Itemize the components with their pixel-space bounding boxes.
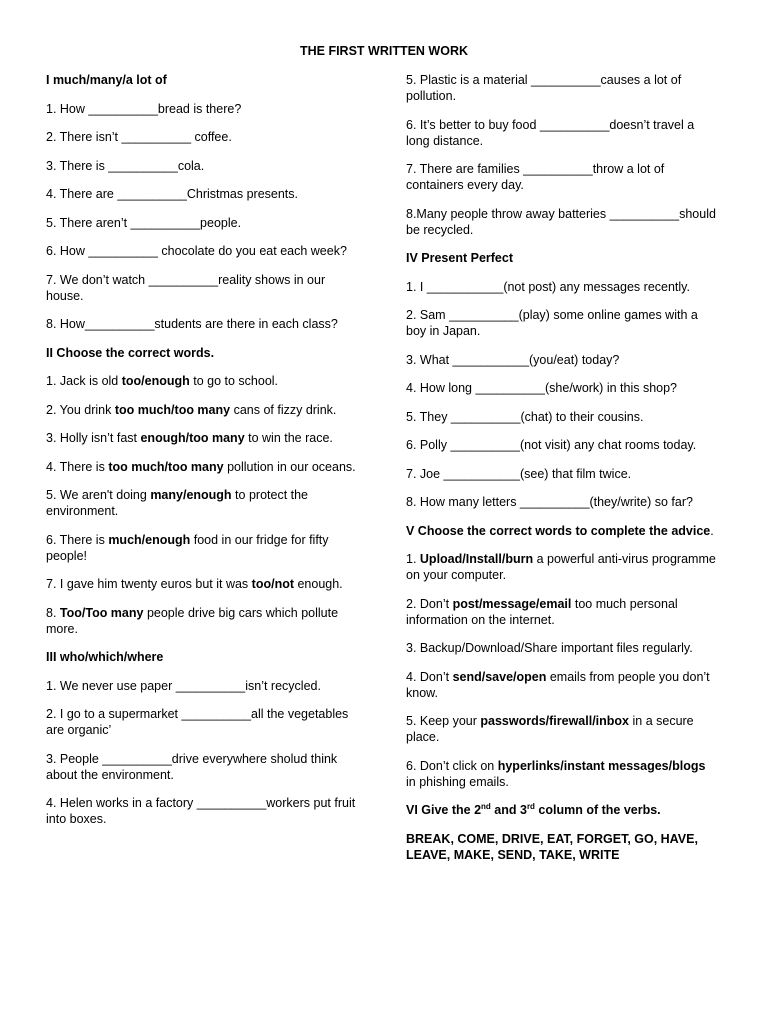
item-text: 8. <box>46 605 60 620</box>
word-choices: Upload/Install/burn <box>419 552 534 566</box>
exercise-item: 8.Many people throw away batteries __________should be recycled. <box>406 206 716 237</box>
exercise-item <box>46 487 366 519</box>
item-text: cans of fizzy drink. <box>230 402 337 417</box>
exercise-item: 7. Joe ___________(see) that film twice. <box>406 466 632 481</box>
exercise-item <box>406 713 718 745</box>
exercise-item: 1. We never use paper __________isn’t recycled. <box>46 678 321 693</box>
exercise-item: 3. What ___________(you/eat) today? <box>406 352 620 367</box>
exercise-item <box>46 402 366 418</box>
exercise-item <box>406 596 718 628</box>
exercise-item: 1. How __________bread is there? <box>46 101 242 116</box>
item-text: in phishing emails. <box>406 774 509 789</box>
item-text: 5. Keep your <box>406 714 481 728</box>
exercise-item: 2. Sam __________(play) some online games with a boy in Japan. <box>406 308 698 338</box>
item-text: pollution in our oceans. <box>223 459 356 474</box>
exercise-item: 5. Plastic is a material __________causes a lot of pollution. <box>406 73 682 103</box>
item-text: 4. There is <box>46 459 109 474</box>
item-text: 1. <box>406 552 420 566</box>
exercise-item: 8. How many letters __________(they/write) so far? <box>406 495 693 509</box>
item-text: V Choose the correct words to complete the advice <box>406 523 711 538</box>
item-text: in a secure place. <box>406 714 694 744</box>
page-title: THE FIRST WRITTEN WORK <box>299 44 469 58</box>
exercise-item <box>406 758 718 790</box>
item-text: to go to school. <box>189 374 279 388</box>
exercise-item <box>46 459 366 475</box>
word-choices: enough/too many <box>140 431 245 445</box>
exercise-item: 1. I ___________(not post) any messages recently. <box>406 279 690 294</box>
item-text: 3. Holly isn’t fast <box>46 431 141 445</box>
item-text: 7. I gave him twenty euros but it was <box>46 577 252 591</box>
exercise-item: 7. We don’t watch __________reality shows in our house. <box>46 272 326 303</box>
word-choices: hyperlinks/instant messages/blogs <box>497 758 706 773</box>
item-text: 6. There is <box>46 532 109 547</box>
word-choices: send/save/open <box>452 669 547 684</box>
item-text: and 3 <box>490 803 527 817</box>
item-text: 6. Don’t click on <box>406 758 498 773</box>
exercise-item: 3. Backup/Download/Share important files regularly. <box>406 641 693 655</box>
ordinal-suffix: nd <box>481 801 491 811</box>
item-text: 1. Jack is old <box>46 374 122 388</box>
item-text: 4. Don’t <box>406 669 453 684</box>
item-text: VI Give the 2 <box>406 803 482 817</box>
item-text: . <box>710 523 714 538</box>
section-heading <box>406 523 718 539</box>
exercise-item: 5. They __________(chat) to their cousins. <box>406 409 644 424</box>
exercise-item <box>46 576 366 592</box>
exercise-item: 4. Helen works in a factory __________workers put fruit into boxes. <box>46 796 356 826</box>
item-text: 5. We aren't doing <box>46 488 151 502</box>
item-text: 2. You drink <box>46 402 115 417</box>
item-text: people drive big cars which pollute more. <box>46 605 339 636</box>
section-heading <box>406 802 718 818</box>
exercise-item: 7. There are families __________throw a lot of containers every day. <box>406 162 665 192</box>
section-heading: III who/which/where <box>46 650 164 664</box>
left-column <box>46 72 366 840</box>
exercise-item: 8. How__________students are there in each class? <box>46 317 338 331</box>
item-text: too much personal information on the internet. <box>406 596 678 627</box>
word-choices: too much/too many <box>108 459 224 474</box>
exercise-item: 5. There aren’t __________people. <box>46 215 242 230</box>
exercise-item: 2. I go to a supermarket __________all the vegetables are organic’ <box>46 707 349 737</box>
section-heading: IV Present Perfect <box>406 251 513 265</box>
word-choices: post/message/email <box>452 596 572 611</box>
item-text: a powerful anti-virus programme on your computer. <box>406 552 716 582</box>
exercise-item: 4. How long __________(she/work) in this shop? <box>406 381 678 395</box>
exercise-item <box>46 430 366 446</box>
item-text: to protect the environment. <box>46 488 309 518</box>
exercise-item: 6. Polly __________(not visit) any chat rooms today. <box>406 438 697 452</box>
exercise-item: 4. There are __________Christmas presents. <box>46 187 299 201</box>
exercise-item <box>406 551 718 583</box>
section-heading: I much/many/a lot of <box>46 73 167 87</box>
exercise-item <box>46 605 366 637</box>
exercise-item <box>406 669 718 701</box>
item-text: 2. Don’t <box>406 596 453 611</box>
ordinal-suffix: rd <box>526 801 535 811</box>
item-text: enough. <box>294 577 343 591</box>
right-column <box>406 72 718 875</box>
exercise-item: 6. It’s better to buy food __________doesn’t travel a long distance. <box>406 117 695 148</box>
word-choices: many/enough <box>150 488 232 502</box>
section-heading: BREAK, COME, DRIVE, EAT, FORGET, GO, HAVE, LEAVE, MAKE, SEND, TAKE, WRITE <box>406 831 698 862</box>
word-choices: passwords/firewall/inbox <box>480 714 630 728</box>
word-choices: too/not <box>251 577 294 591</box>
exercise-item: 3. People __________drive everywhere sholud think about the environment. <box>46 751 338 782</box>
item-text: emails from people you don’t know. <box>406 669 710 700</box>
exercise-item <box>46 373 366 389</box>
word-choices: Too/Too many <box>59 605 144 620</box>
word-choices: too/enough <box>121 374 190 388</box>
word-choices: too much/too many <box>114 402 231 417</box>
item-text: food in our fridge for fifty people! <box>46 532 329 563</box>
section-heading: II Choose the correct words. <box>46 345 215 360</box>
exercise-item: 6. How __________ chocolate do you eat each week? <box>46 244 347 258</box>
word-choices: much/enough <box>108 532 191 547</box>
exercise-item <box>46 532 366 564</box>
exercise-item: 3. There is __________cola. <box>46 158 205 173</box>
item-text: column of the verbs. <box>534 803 661 817</box>
exercise-item: 2. There isn’t __________ coffee. <box>46 130 232 144</box>
item-text: to win the race. <box>244 431 333 445</box>
